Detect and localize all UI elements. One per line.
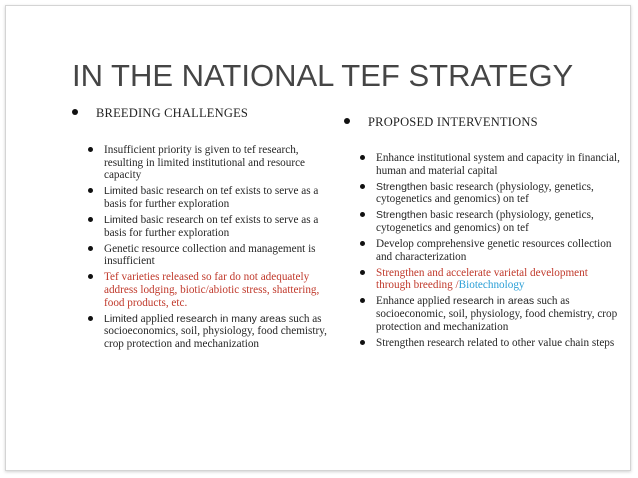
- item-text: applied: [137, 312, 177, 325]
- list-item: [360, 209, 624, 234]
- bullet-icon: [360, 241, 365, 246]
- list-item: [360, 181, 624, 206]
- bullet-icon: [360, 340, 365, 345]
- list-item: [88, 243, 332, 268]
- item-bold: Limited: [104, 213, 138, 226]
- item-text: Genetic resource collection and management is insufficient: [104, 242, 316, 268]
- bullet-icon: [88, 274, 93, 279]
- item-text: Strengthen research related to other value chain steps: [376, 336, 615, 349]
- right-heading: [344, 115, 624, 130]
- bullet-icon: [88, 246, 93, 251]
- list-item: [88, 144, 332, 182]
- item-text: Develop comprehensive genetic resources collection and characterization: [376, 238, 612, 263]
- item-bold: Limited: [104, 185, 138, 198]
- item-bold: research in areas: [453, 295, 535, 308]
- left-heading-text: BREEDING CHALLENGES: [96, 106, 249, 120]
- list-item: [88, 271, 332, 309]
- right-heading-text: PROPOSED INTERVENTIONS: [368, 115, 538, 129]
- slide-title: IN THE NATIONAL TEF STRATEGY: [72, 58, 574, 93]
- bullet-icon: [344, 118, 350, 124]
- list-item: [360, 267, 624, 292]
- list-item: [360, 238, 624, 263]
- list-item: [360, 152, 624, 177]
- item-text: Strengthen and accelerate varietal development through breeding /: [376, 266, 588, 292]
- item-text: basic research (physiology, genetics, cytogenetics and genomics) on tef: [376, 180, 594, 206]
- list-item: [360, 295, 624, 333]
- bullet-icon: [88, 188, 93, 193]
- item-text: such as socioeconomic, soil, physiology, food chemistry, crop protection and mechanization: [376, 295, 618, 333]
- bullet-icon: [88, 217, 93, 222]
- list-item: [360, 337, 624, 350]
- left-heading: [72, 106, 332, 121]
- item-text: Tef varieties released so far do not adequately address lodging, biotic/abiotic stress, shattering, food products, etc.: [104, 271, 320, 309]
- item-text: Insufficient priority is given to tef research, resulting in limited institutional and resource capacity: [104, 144, 306, 182]
- right-column: [344, 115, 624, 353]
- challenges-list: [88, 144, 332, 350]
- bullet-icon: [88, 147, 93, 152]
- item-text: such as socioeconomics, soil, physiology, food chemistry, crop protection and mechanization: [104, 312, 327, 350]
- interventions-list: [360, 152, 624, 349]
- list-item: [88, 313, 332, 351]
- bullet-icon: [88, 316, 93, 321]
- item-bold: Limited: [104, 312, 138, 325]
- bullet-icon: [72, 109, 78, 115]
- item-bold: Strengthen: [376, 180, 428, 193]
- item-text: Enhance institutional system and capacity in financial, human and material capital: [376, 152, 620, 177]
- bullet-icon: [360, 184, 365, 189]
- bullet-icon: [360, 155, 365, 160]
- item-bold: research in many areas: [176, 312, 287, 325]
- item-bold: Strengthen: [376, 209, 428, 222]
- bullet-icon: [360, 270, 365, 275]
- item-text: Enhance applied: [376, 295, 454, 308]
- list-item: [88, 185, 332, 210]
- left-column: [72, 106, 332, 354]
- bullet-icon: [360, 212, 365, 217]
- item-highlight: Biotechnology: [458, 279, 525, 292]
- list-item: [88, 214, 332, 239]
- bullet-icon: [360, 298, 365, 303]
- slide: [5, 5, 631, 471]
- item-text: basic research on tef exists to serve as a basis for further exploration: [104, 213, 319, 239]
- item-text: basic research (physiology, genetics, cytogenetics and genomics) on tef: [376, 209, 594, 234]
- item-text: basic research on tef exists to serve as a basis for further exploration: [104, 185, 319, 210]
